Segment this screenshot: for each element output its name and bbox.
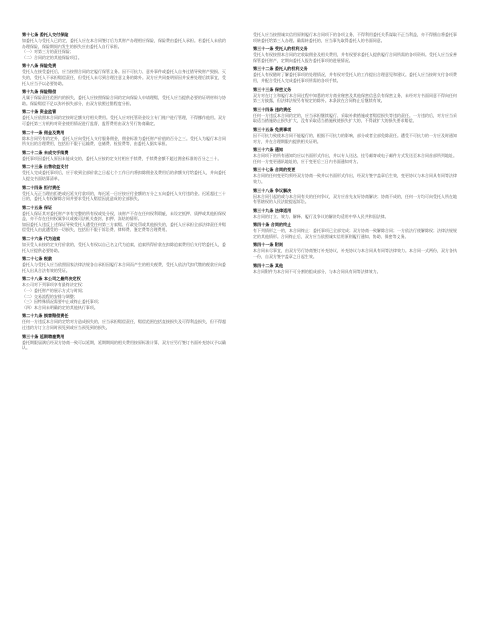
- article-block: [22, 185, 226, 202]
- article-title: 第十七条 委托人交付保险: [22, 32, 69, 37]
- article-title: 第三十条 延期聘雇费用: [22, 333, 65, 339]
- article-title: 第二十五条 保证: [22, 204, 53, 210]
- article-title: 第二十八条 本公司之最终决定权: [22, 276, 81, 282]
- article-paragraph: 委托人与受托人应当依照国家法律法规各自承担因履行本合同而产生的相关税费，受托人依法代扣代缴的税款应向委托人出具合法有效的凭证。: [22, 262, 226, 273]
- article-block: [22, 89, 226, 106]
- article-paragraph: 本合同的任何变更均须经双方协商一致并以书面形式作出，经双方签字盖章后生效，变更协议与本合同具有同等法律效力。: [253, 173, 457, 184]
- article-block: [22, 313, 226, 330]
- article-block: [253, 127, 457, 144]
- article-block: [22, 32, 226, 60]
- article-title: 第二十一条 佣金及费用: [22, 129, 65, 135]
- article-paragraph: 任何一方违反本合同约定的，应当承担继续履行、采取补救措施或者赔偿损失等违约责任。一方违约后，对方应当采取适当措施防止损失扩大，没有采取适当措施致使损失扩大的，不得就扩大的损失要求赔偿。: [253, 112, 457, 124]
- article-block: [253, 167, 457, 184]
- article-paragraph: 委托期限届满后经双方协商一致可以延期，延期期间的相关费用按原标准计算，双方应另行签订书面补充协议予以确认。: [22, 339, 226, 351]
- article-block: [22, 256, 226, 273]
- article-paragraph: 受托人应当按照诚实信用原则履行本合同项下的各项义务，不得利用委托关系谋取不正当利益，亦不得擅自将委托事项转委托给第三人办理。确需转委托的，应当事先取得委托人的书面同意。: [253, 32, 457, 43]
- article-title: 第三十四条 违约责任: [253, 106, 292, 112]
- article-block: [253, 66, 457, 83]
- article-title: 第四十条 合同的终止: [253, 222, 292, 228]
- article-title: 第四十一条 附则: [253, 242, 284, 248]
- article-block: [22, 334, 226, 351]
- article-paragraph: 除本合同另有约定外，委托人应向受托人支付服务佣金，佣金标准为委托财产价值的百分之三。受托人为履行本合同所支出的合理费用，包括但不限于运输费、仓储费、检验费等，由委托人据实承担。: [22, 135, 226, 147]
- article-title: 第三十七条 合同的变更: [253, 167, 296, 173]
- article-block: [253, 208, 457, 220]
- article-title: 第二十条 资金监管: [22, 109, 57, 115]
- article-paragraph: 本合同项下的所有通知均应以书面形式作出，并以专人送达、挂号邮寄或电子邮件方式发送至本合同首部所列地址。任何一方变更通讯地址的，应于变更后三日内书面通知对方。: [253, 153, 457, 164]
- article-block: [253, 188, 457, 205]
- article-title: 第三十六条 通知: [253, 147, 284, 153]
- article-paragraph: （三）因特殊情况需要中止或终止委托事项；: [22, 299, 102, 305]
- article-paragraph: 受托人有权按照本合同约定收取佣金及相关费用，并有权要求委托人提供履行合同所需的各项资料。受托人应当妥善保管委托财产，定期向委托人报告委托事项的进展情况。: [253, 52, 457, 63]
- article-block: [253, 32, 457, 43]
- article-paragraph: 本合同附件为本合同不可分割的组成部分，与本合同具有同等法律效力。: [253, 268, 381, 274]
- article-paragraph: 受托人无正当理由拒绝或迟延支付款项的，每迟延一日应按应付金额的万分之五向委托人支付违约金。迟延超过三十日的，委托人有权解除合同并要求受托人赔偿因此造成的全部损失。: [22, 190, 226, 202]
- article-paragraph: （四）本合同未明确约定的其他执行事项。: [22, 304, 98, 310]
- article-title: 第二十三条 出售收益支付: [22, 164, 69, 170]
- article-title: 第十八条 保险免责: [22, 63, 57, 69]
- article-paragraph: 因本合同引起的或与本合同有关的任何争议，双方应首先友好协商解决；协商不成的，任何一方均可向受托人所在地有管辖权的人民法院提起诉讼。: [253, 193, 457, 205]
- article-title: 第二十九条 损害赔偿责任: [22, 313, 69, 319]
- article-paragraph: （一）委托财产的展示方式与时间；: [22, 288, 86, 294]
- article-paragraph: 如委托人与受托人已约定，委托人应在本合同签订后为其财产办理相应保险，保险费由委托人承担。若委托人未依约办理保险，保险期间内发生的损失应由委托人自行承担。: [22, 38, 226, 49]
- article-title: 第二十二条 未成交手续费: [22, 149, 69, 155]
- article-paragraph: 本合同的订立、效力、解释、履行及争议的解决均适用中华人民共和国法律。: [253, 213, 389, 219]
- article-paragraph: （一）对第三方的责任保险；: [22, 49, 74, 55]
- article-paragraph: 有下列情形之一的，本合同终止：委托事项已全部完成；双方协商一致解除合同；一方依法行使解除权；法律法规规定的其他情形。合同终止后，双方应当依照诚实信用原则履行通知、协助、保密等义务。: [253, 228, 457, 239]
- article-title: 第四十二条 其他: [253, 262, 284, 268]
- article-title: 第三十三条 保密义务: [253, 86, 292, 92]
- article-block: [253, 107, 457, 124]
- article-title: 第十九条 保险赔偿: [22, 89, 57, 95]
- article-title: 第二十七条 税款: [22, 256, 53, 262]
- left-column: [22, 32, 226, 354]
- article-block: [22, 164, 226, 181]
- article-paragraph: 委托人保证其对委托财产享有完整的所有权或处分权，该财产不存在任何权利瑕疵，未设定抵押、质押或其他担保权益，亦不存在任何权属争议或被司法机关查封、扣押、冻结的情形。: [22, 210, 226, 222]
- article-title: 第二十六条 代为追索: [22, 236, 61, 242]
- article-block: [22, 109, 226, 126]
- article-paragraph: 本公司对下列事项享有最终决定权：: [22, 282, 86, 288]
- article-block: [253, 242, 457, 259]
- article-block: [22, 236, 226, 253]
- article-paragraph: 因不可抗力致使本合同不能履行的，根据不可抗力的影响，部分或者全部免除责任。遭受不可抗力的一方应及时通知对方，并在合理期限内提供相关证明。: [253, 132, 457, 144]
- article-paragraph: 任何一方违反本合同约定给对方造成损失的，应当承担赔偿责任，赔偿范围包括直接损失及可得利益损失，但不得超过违约方订立合同时预见到或应当预见到的损失。: [22, 319, 226, 330]
- right-column: [253, 32, 457, 277]
- article-paragraph: 委托人应依照本合同约定按时足额支付相关费用。受托人应对托管资金设立专门账户进行管理，不得挪作他用。双方可委托第三方机构对资金使用情况进行监督，监管费用由双方另行协商确定。: [22, 115, 226, 126]
- article-paragraph: （二）交易流程的安排与调整；: [22, 293, 78, 299]
- article-block: [22, 205, 226, 233]
- article-block: [22, 276, 226, 310]
- article-block: [22, 63, 226, 86]
- article-paragraph: 委托人有权随时了解委托事项的处理情况，并有权对受托人的工作提出合理意见和建议。委托人应当按时支付各项费用，并配合受托人完成委托事项所需的各项手续。: [253, 72, 457, 83]
- article-paragraph: 受托人完成委托事项后，应于收到全部价款之日起七个工作日内将扣除佣金及费用后的余额支付给委托人，并向委托人提交书面结算清单。: [22, 170, 226, 181]
- article-block: [253, 222, 457, 239]
- article-paragraph: 受托人在接受委托后，应当按照合同约定履行保管义务。因不可抗力、意外事件或委托人自身过错导致财产毁损、灭失的，受托人不承担赔偿责任，但受托人未尽到合理注意义务的除外。双方应共同查明原因并妥善处理后续事宜，受托人应当予以必要协助。: [22, 69, 226, 86]
- article-title: 第三十五条 免责事项: [253, 126, 292, 132]
- article-block: [253, 87, 457, 104]
- article-title: 第三十一条 受托人的权利义务: [253, 46, 308, 52]
- article-paragraph: （二）合同约定的其他保险项目。: [22, 54, 82, 60]
- article-title: 第三十二条 委托人的权利义务: [253, 66, 308, 72]
- article-paragraph: 如因委托人违反上述保证导致受托人遭受任何第三方索赔、行政处罚或其他损失的，委托人应承担全部法律责任并赔偿受托人由此遭受的一切损失，包括但不限于诉讼费、律师费、鉴定费等合理费用。: [22, 221, 226, 233]
- article-title: 第三十八条 争议解决: [253, 187, 292, 193]
- article-block: [253, 263, 457, 275]
- article-paragraph: 双方对在订立和履行本合同过程中知悉的对方商业秘密及其他保密信息负有保密义务，未经对方书面同意不得向任何第三方披露，但法律法规另有规定的除外。本条款在合同终止后继续有效。: [253, 92, 457, 104]
- article-block: [253, 46, 457, 63]
- article-block: [253, 147, 457, 164]
- article-paragraph: 委托事项因委托人原因未能成交的，委托人应按约定支付相应手续费，手续费金额不超过佣金标准的百分之三十。: [22, 155, 222, 161]
- article-title: 第三十九条 法律适用: [253, 207, 292, 213]
- article-block: [22, 130, 226, 147]
- article-title: 第二十四条 拒付责任: [22, 184, 61, 190]
- article-block: [22, 150, 226, 162]
- article-paragraph: 凡属于保险责任范围内的损失，委托人应按照保险合同约定向保险人申请理赔，受托人应当提供必要的证明材料与协助。保险赔偿不足以弥补损失部分，由双方依照过错程度分担。: [22, 95, 226, 106]
- article-paragraph: 本合同未尽事宜，由双方另行协商签订补充协议，补充协议与本合同具有同等法律效力。本合同一式两份，双方各执一份，自双方签字盖章之日起生效。: [253, 248, 457, 260]
- article-paragraph: 如买受人未按约定支付价款的，受托人有权以自己名义代为追索，追索所得价款在扣除追索费用后支付给委托人，委托人应提供必要协助。: [22, 242, 226, 253]
